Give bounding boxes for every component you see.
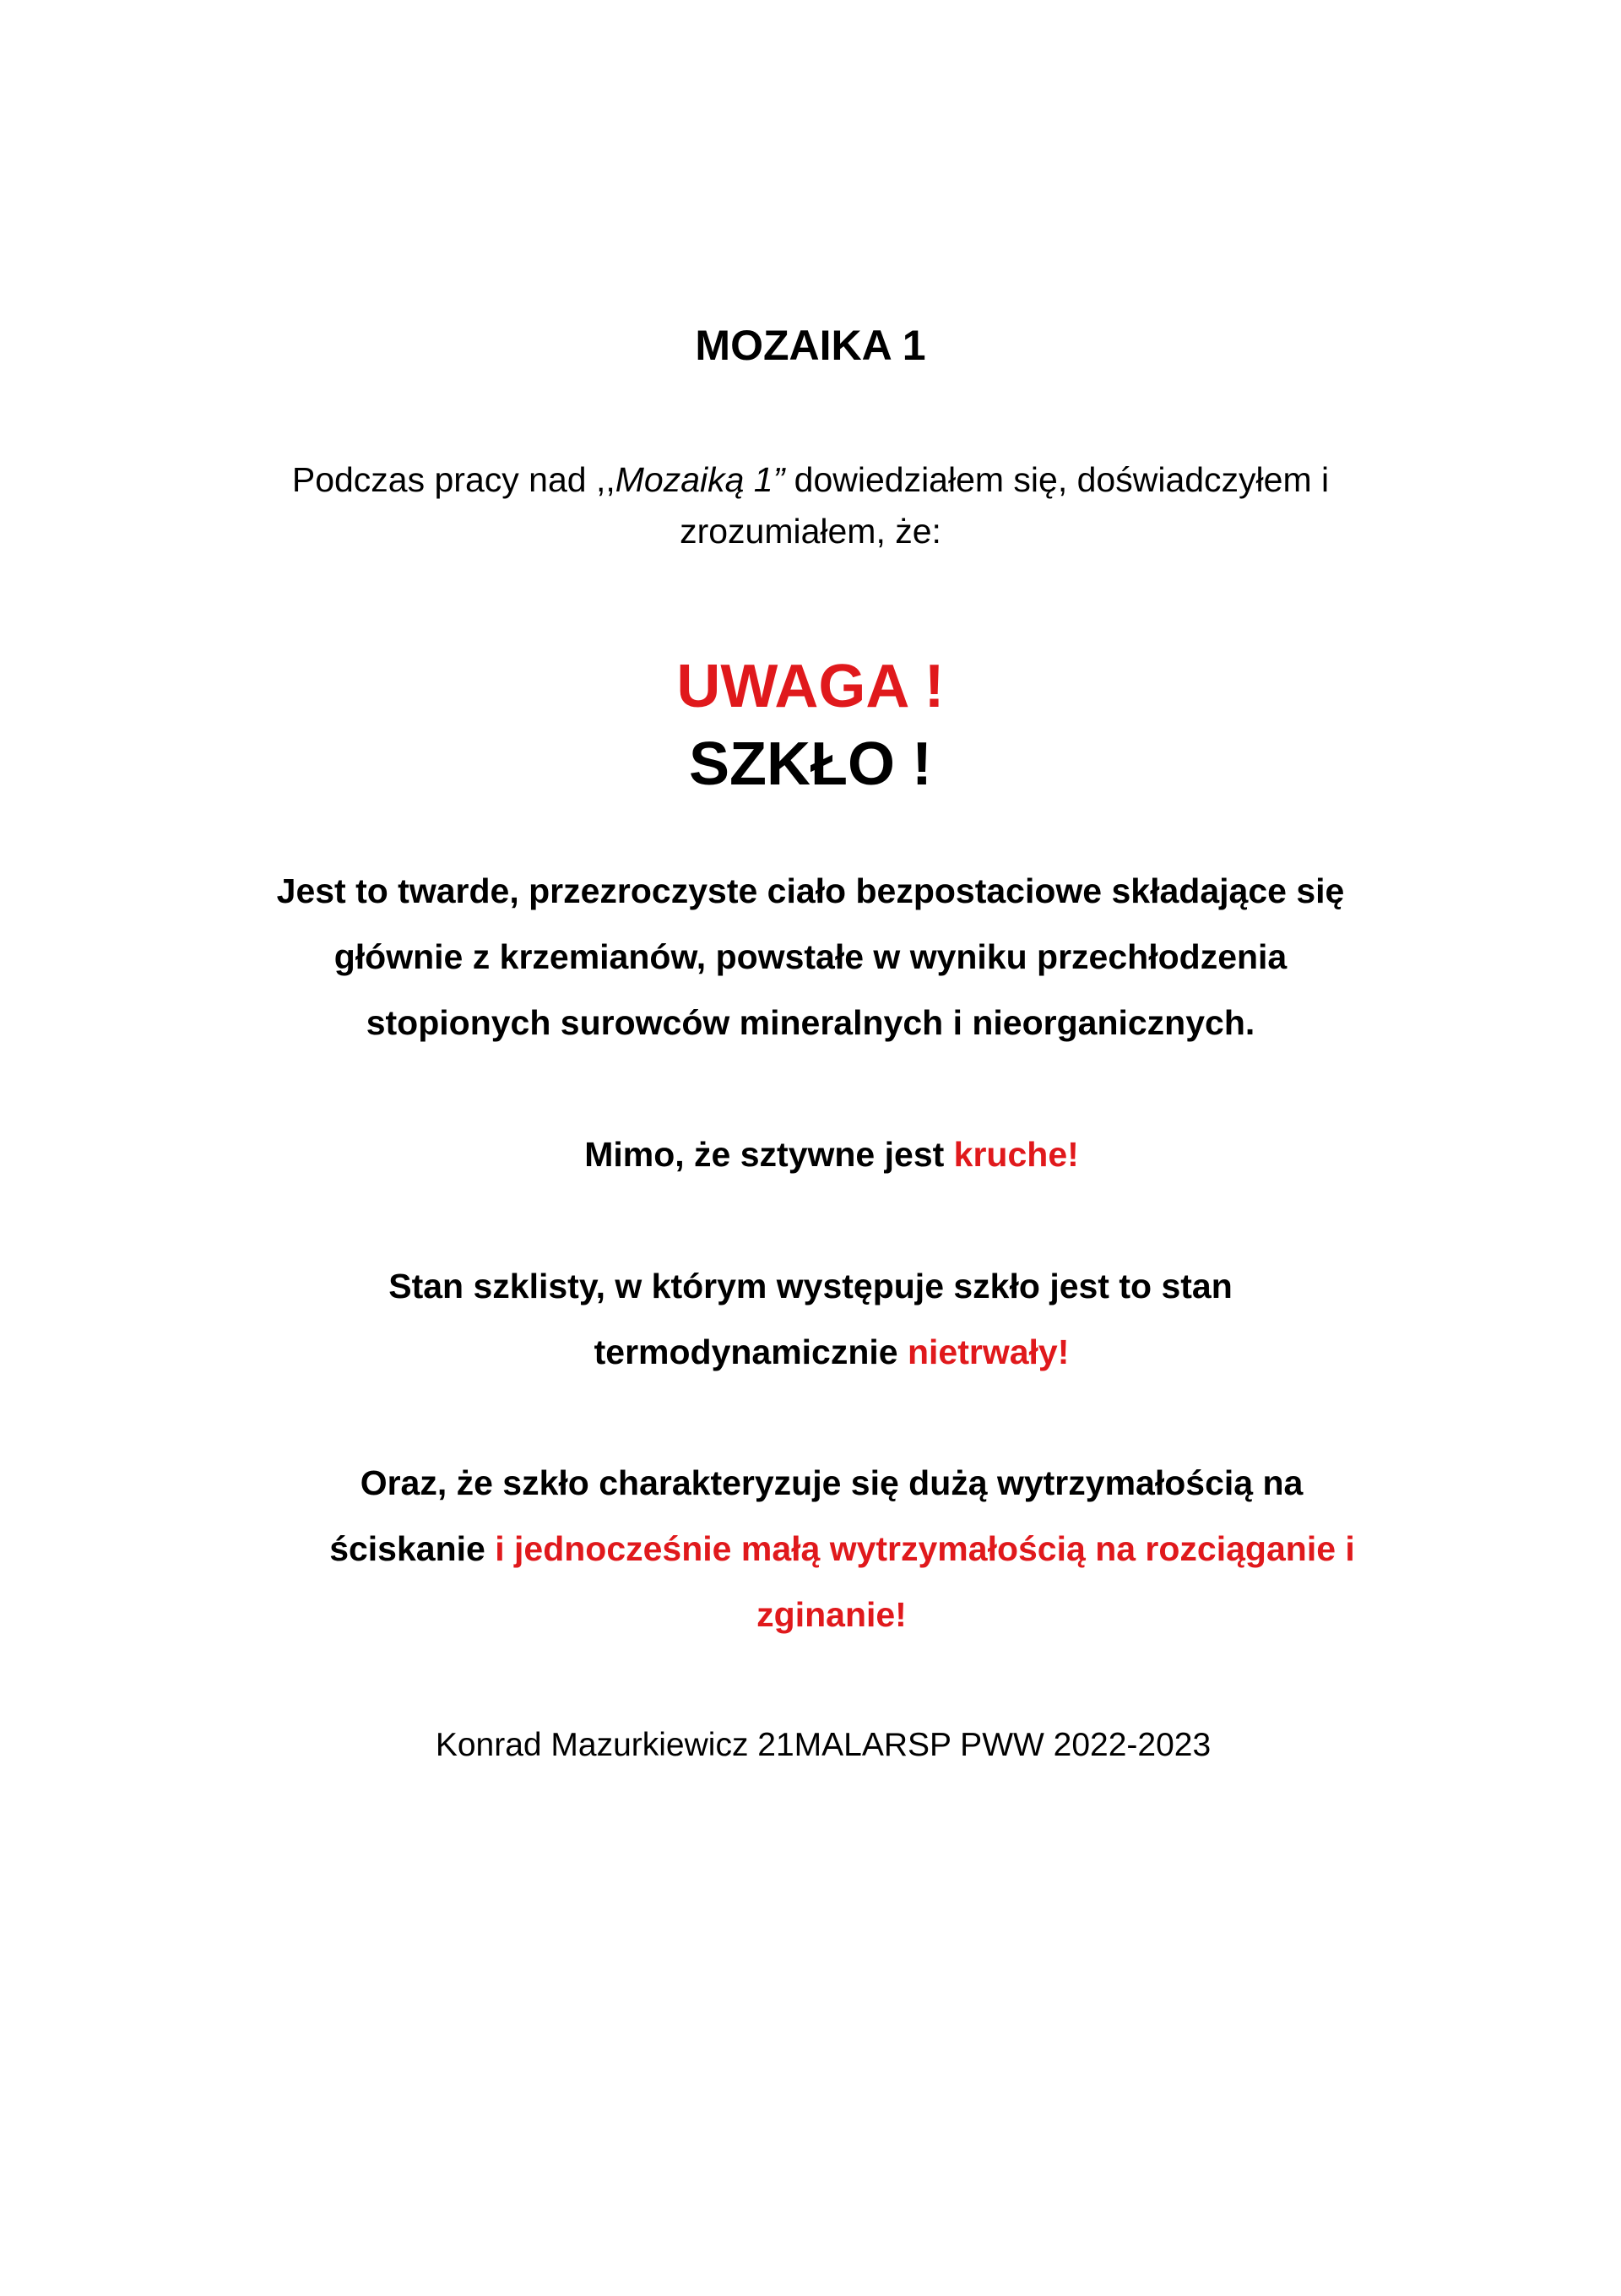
strength-line-2 xyxy=(0,1529,1621,1569)
strength-line-3: zginanie! xyxy=(756,1595,907,1634)
intro-text-before: Podczas pracy nad ,, xyxy=(291,460,615,499)
strength-line-1: Oraz, że szkło charakteryzuje się dużą wytrzymałością na xyxy=(360,1463,1304,1502)
definition-line-2: głównie z krzemianów, powstałe w wyniku przechłodzenia xyxy=(333,937,1288,976)
document-title: MOZAIKA 1 xyxy=(695,322,926,369)
strength-text: ściskanie xyxy=(329,1529,496,1568)
author-signature: Konrad Mazurkiewicz 21MALARSP PWW 2022-2023 xyxy=(435,1727,1212,1763)
intro-line-1 xyxy=(0,460,1621,500)
definition-line-1: Jest to twarde, przezroczyste ciało bezpostaciowe składające się xyxy=(276,871,1345,910)
strength-highlight: i jednocześnie małą wytrzymałością na rozciąganie i xyxy=(495,1529,1355,1568)
intro-text-after: dowiedziałem się, doświadczyłem i xyxy=(784,460,1330,499)
state-line-2 xyxy=(0,1333,1621,1372)
intro-line-2: zrozumiałem, że: xyxy=(680,512,941,551)
brittle-highlight: kruche! xyxy=(953,1135,1079,1174)
definition-line-3: stopionych surowców mineralnych i nieorganicznych. xyxy=(366,1003,1255,1042)
state-highlight: nietrwały! xyxy=(908,1333,1070,1371)
brittle-statement xyxy=(0,1135,1621,1175)
state-text: termodynamicznie xyxy=(594,1333,908,1371)
brittle-text: Mimo, że sztywne jest xyxy=(584,1135,954,1174)
warning-heading: UWAGA ! xyxy=(676,653,945,720)
state-line-1: Stan szklisty, w którym występuje szkło jest to stan xyxy=(388,1267,1233,1305)
intro-italic-title: Mozaiką 1” xyxy=(615,460,785,499)
glass-heading: SZKŁO ! xyxy=(689,730,932,798)
